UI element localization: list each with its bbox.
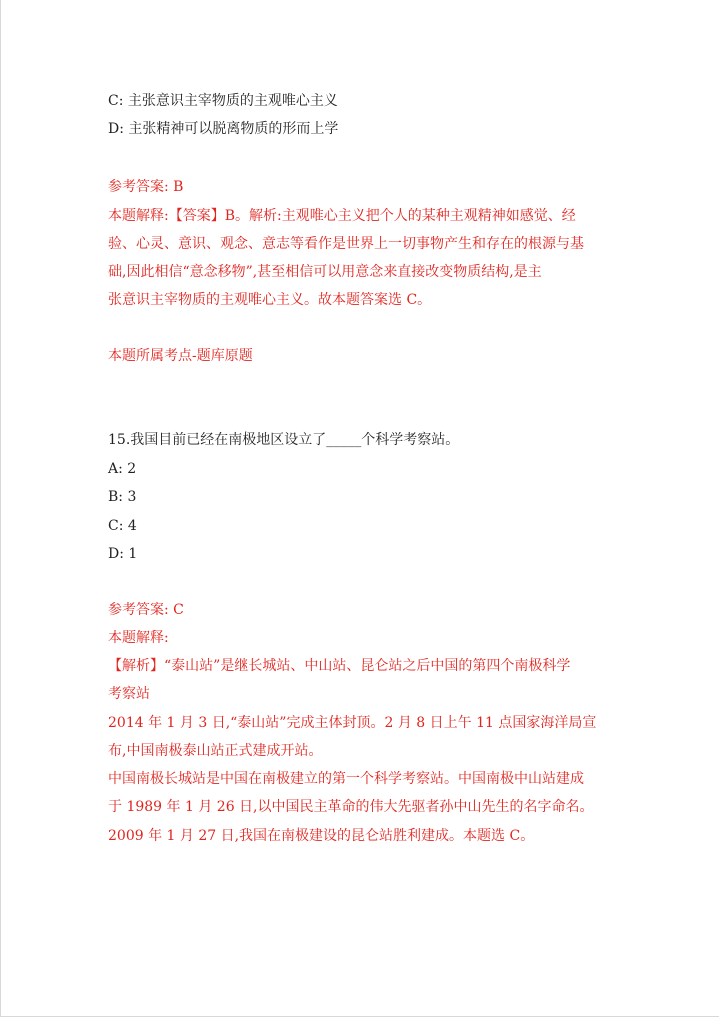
q15-explanation-line: 2009 年 1 月 27 日,我国在南极建设的昆仑站胜利建成。本题选 C。 (108, 828, 535, 844)
q14-option-c: C: 主张意识主宰物质的主观唯心主义 (108, 93, 338, 109)
q15-explanation-line: 于 1989 年 1 月 26 日,以中国民主革命的伟大先驱者孙中山先生的名字命名。 (108, 799, 594, 815)
q15-option-c: C: 4 (108, 518, 137, 534)
q14-explanation-line: 本题解释:【答案】B。解析:主观唯心主义把个人的某种主观精神如感觉、经 (108, 208, 576, 224)
q15-explanation-line: 中国南极长城站是中国在南极建立的第一个科学考察站。中国南极中山站建成 (108, 771, 584, 787)
q14-explanation-line: 础,因此相信“意念移物”,甚至相信可以用意念来直接改变物质结构,是主 (108, 264, 542, 280)
q15-option-d: D: 1 (108, 546, 138, 562)
q15-option-a: A: 2 (108, 461, 137, 477)
q15-explanation-line: 考察站 (108, 686, 150, 702)
q14-explanation-line: 张意识主宰物质的主观唯心主义。故本题答案选 C。 (108, 292, 432, 308)
q14-option-d: D: 主张精神可以脱离物质的形而上学 (108, 121, 339, 137)
q14-answer: 参考答案: B (108, 179, 184, 195)
q15-explanation-line: 2014 年 1 月 3 日,“泰山站”完成主体封顶。2 月 8 日上午 11 点国家海洋局宣 (108, 715, 597, 731)
q15-option-b: B: 3 (108, 489, 137, 505)
q15-answer: 参考答案: C (108, 602, 184, 618)
q15-explanation-line: 布,中国南极泰山站正式建成开站。 (108, 743, 323, 759)
q14-source: 本题所属考点-题库原题 (108, 348, 253, 364)
q15-explanation-line: 【解析】“泰山站”是继长城站、中山站、昆仑站之后中国的第四个南极科学 (108, 658, 571, 674)
q15-question: 15.我国目前已经在南极地区设立了_____个科学考察站。 (108, 432, 460, 448)
q14-explanation-line: 验、心灵、意识、观念、意志等看作是世界上一切事物产生和存在的根源与基 (108, 236, 584, 252)
q15-explanation-label: 本题解释: (108, 630, 169, 646)
